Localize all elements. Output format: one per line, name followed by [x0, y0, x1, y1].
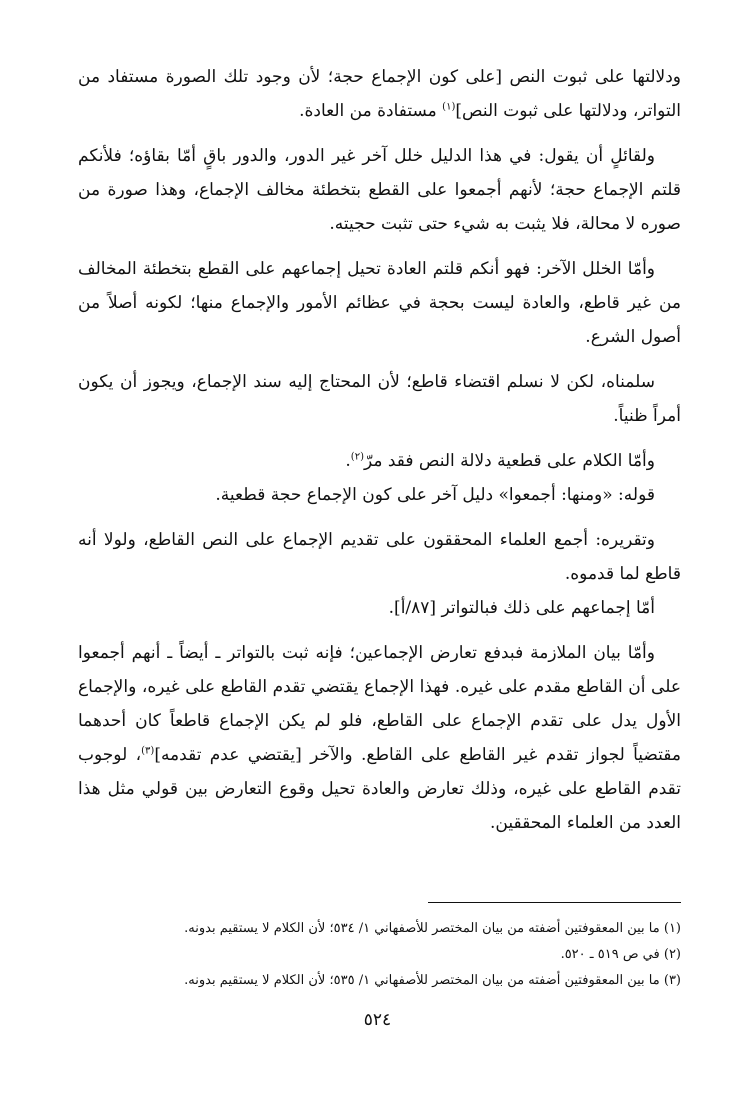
paragraph-5-text: وأمّا الكلام على قطعية دلالة النص فقد مرّ — [363, 451, 655, 471]
paragraph-7: وتقريره: أجمع العلماء المحققون على تقديم الإجماع على النص القاطع، ولولا أنه قاطع لما قدموه. — [78, 530, 681, 584]
footnotes — [78, 916, 681, 994]
paragraph-3: وأمّا الخلل الآخر: فهو أنكم قلتم العادة تحيل إجماعهم على القطع بتخطئة المخالف من غير قاطع، والعادة ليست بحجة في عظائم الأمور والإجماع منها؛ لكونه أصلاً من أصول الشرع. — [78, 259, 681, 347]
paragraph-1-text: ودلالتها على ثبوت النص [على كون الإجماع حجة؛ لأن وجود تلك الصورة مستفاد من التواتر، ودلالتها على ثبوت النص] — [78, 67, 681, 121]
paragraph-4: سلمناه، لكن لا نسلم اقتضاء قاطع؛ لأن المحتاج إليه سند الإجماع، ويجوز أن يكون أمراً ظنياً. — [78, 372, 681, 426]
footnote-2: (٢) في ص ٥١٩ ـ ٥٢٠. — [560, 947, 681, 962]
paragraph-2: ولقائلٍ أن يقول: في هذا الدليل خلل آخر غير الدور، والدور باقٍ أمّا بقاؤه؛ فلأنكم قلتم الإجماع حجة؛ لأنهم أجمعوا على القطع بتخطئة مخالف الإجماع، وهذا صورة من صوره لا محالة، فلا يثبت به شيء حتى تثبت حجيته. — [78, 146, 681, 234]
footnote-3: (٣) ما بين المعقوفتين أضفته من بيان المختصر للأصفهاني ١/ ٥٣٥؛ لأن الكلام لا يستقيم بدونه. — [184, 973, 681, 988]
paragraph-8: أمّا إجماعهم على ذلك فبالتواتر [٨٧/أ]. — [388, 598, 655, 618]
paragraph-9-text: وأمّا بيان الملازمة فبدفع تعارض الإجماعين؛ فإنه ثبت بالتواتر ـ أيضاً ـ أنهم أجمعوا على أن القاطع مقدم على غيره. فهذا الإجماع يقتضي تقدم القاطع على غيره، والإجماع الأول يدل على تقدم الإجماع على القاطع، فلو لم يكن الإجماع قاطعاً كان أحدهما مقتضياً لجواز تقدم غير القاطع على القاطع. والآخر [يقتضي عدم تقدمه] — [78, 643, 682, 765]
footnote-ref-2: (٢) — [350, 451, 364, 463]
paragraph-1-tail: مستفادة من العادة. — [299, 101, 437, 121]
main-text — [78, 60, 681, 851]
footnote-divider — [428, 902, 681, 903]
footnote-ref-1: (١) — [442, 101, 456, 113]
paragraph-9 — [78, 636, 681, 840]
paragraph-5 — [78, 444, 681, 478]
footnote-1: (١) ما بين المعقوفتين أضفته من بيان المختصر للأصفهاني ١/ ٥٣٤؛ لأن الكلام لا يستقيم بدونه. — [184, 921, 681, 936]
paragraph-5-tail: . — [345, 451, 351, 471]
paragraph-1 — [78, 60, 681, 128]
footnote-ref-3: (٣) — [141, 745, 155, 757]
page-number: ٥٢٤ — [363, 1010, 392, 1030]
paragraph-6: قوله: «ومنها: أجمعوا» دليل آخر على كون الإجماع حجة قطعية. — [215, 485, 655, 505]
paragraph-9-tail: ، لوجوب تقدم القاطع على غيره، وذلك تعارض والعادة تحيل وقوع التعارض بين قولي مثل هذا العدد من العلماء المحققين. — [78, 745, 681, 833]
